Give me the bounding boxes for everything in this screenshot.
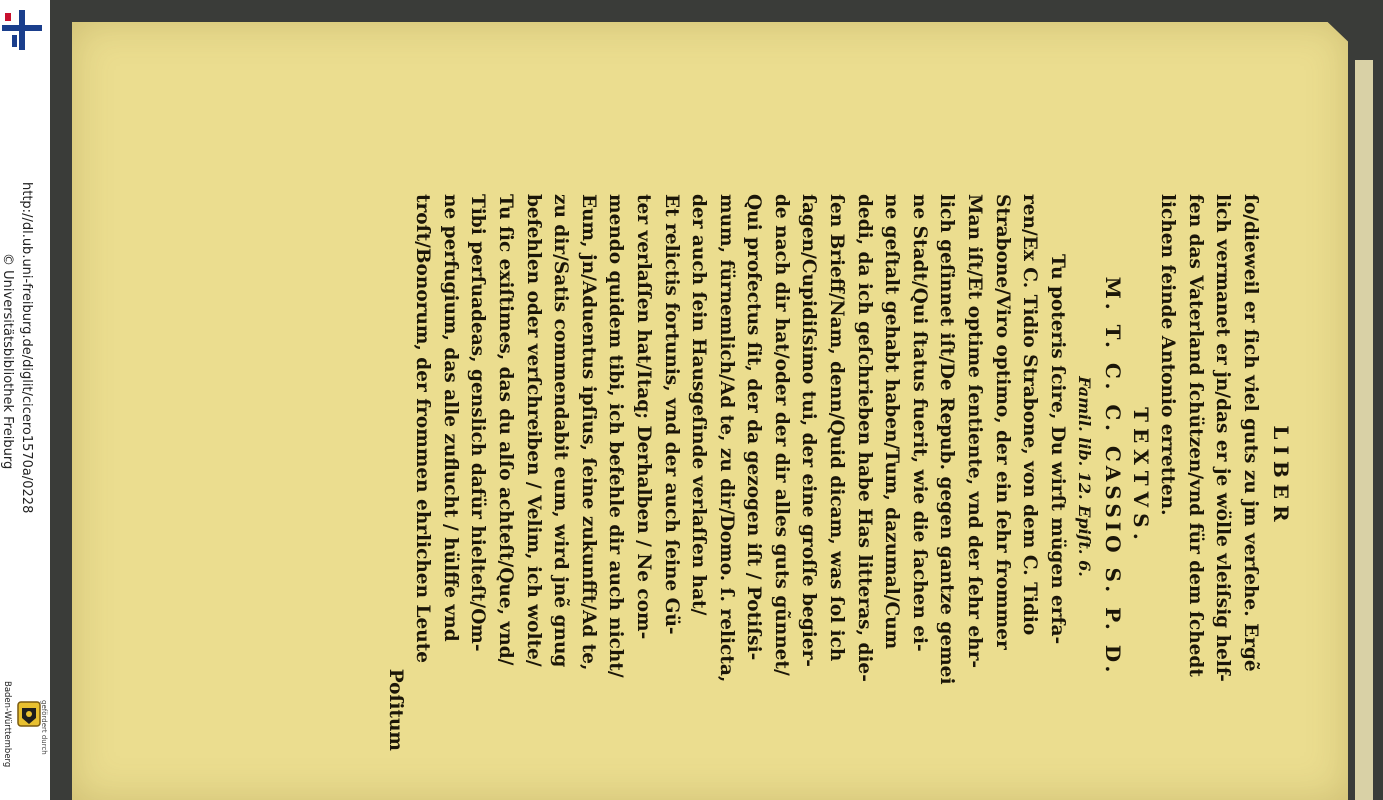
body-line: Tu poteris ſcire, Du wirſt mügen erfa- [1046,254,1068,645]
document-url[interactable]: http://dl.ub.uni-freiburg.de/diglit/cicero1570a/0228 [19,182,34,514]
body-line: der auch ſein Hausgeſinde verlaſſen hat/ [688,194,710,616]
body-line: Tu ſic exiſtimes, das du alſo achteſt/Que, vnd/ [494,194,516,666]
body-line: Man iſt/Et optime ſentiente, vnd der ſehr ehr- [964,194,986,669]
body-line: Eum, jn/Aduentus ipſius, ſeine zukunfft/Ad te, [577,194,599,671]
body-line: Qui profectus ſit, der da gezogen iſt / Potiſsi- [743,194,765,661]
university-logo-icon [2,10,42,50]
body-line: troſt/Bonorum, der frommen ehrlichen Leute [412,194,434,664]
body-line: ne geſtalt gehabt haben/Tum, dazumal/Cum [881,194,903,650]
catchword: Poſitum [384,668,406,751]
body-line: zu dir/Satis commendabit eum, wird jnẽ gnug [550,194,572,668]
summary-line: ſo/dieweil er ſich viel guts zu jm verſehe. Ergẽ [1240,194,1261,672]
body-line: ne perfugium, das alle zuflucht / hülffe vnd [439,194,461,642]
source-citation: Famil. lib. 12. Epiſt. 6. [1075,376,1095,577]
body-line: ſagen/Cupidiſsimo tui, der eine groſſe begier- [798,194,820,667]
page-edge [1355,60,1373,800]
section-heading: TEXTVS. [1128,407,1153,546]
summary-line: lichen feinde Antonio erretten. [1157,194,1179,516]
state-coat-of-arms-icon [16,700,42,728]
body-line: mendo quidem tibi, ich befehle dir auch nicht/ [605,194,627,678]
page-text-block [288,194,1298,759]
sponsor-label: gefördert durch [40,700,48,755]
body-line: ter verlaſſen hat/Itaq; Derhalben / Ne com- [632,194,654,640]
letter-salutation: M. T. C. C. CASSIO S. P. D. [1101,276,1126,677]
body-line: befehlen oder verſchreiben / Velim, ich wolte/ [522,194,544,667]
body-line: ren/Ex C. Tidio Strabone, von dem C. Tidio [1019,194,1041,636]
body-line: Tibi perſuadeas, genslich dafür hielteſt/Om- [467,194,489,652]
summary-line: fen das Vaterland ſchützen/vnd für dem ſchedt [1184,194,1206,677]
body-line: ſen Brieff/Nam, denn/Quid dicam, was ſol ich [826,194,848,662]
body-line: Et relictis fortunis, vnd der auch ſeine Gü- [660,194,682,635]
summary-line: lich vermanet er jn/das er je wölle vleiſsig helf- [1212,194,1234,682]
body-line: Strabone/Viro optimo, der ein ſehr frommer [991,194,1013,650]
body-line: dedi, da ich geſchrieben habe Has litteras, die- [853,194,875,682]
body-line: ne Stadt/Qui ſtatus fuerit, wie die ſachen ei- [908,194,930,652]
sponsor-name: Baden-Württemberg [2,681,12,768]
viewer-sidebar [0,0,51,800]
body-line: de nach dir hat/oder der dir alles guts gũnnet/ [770,194,792,676]
copyright-notice: © Universitätsbibliothek Freiburg [0,253,15,470]
body-line: lich geſinnet iſt/De Repub. gegen gantze gemei [936,194,958,685]
body-line: mum, fürnemlich/Ad te, zu dir/Domo. ſ. relicta, [715,194,737,683]
running-head: LIBER [1269,425,1293,528]
